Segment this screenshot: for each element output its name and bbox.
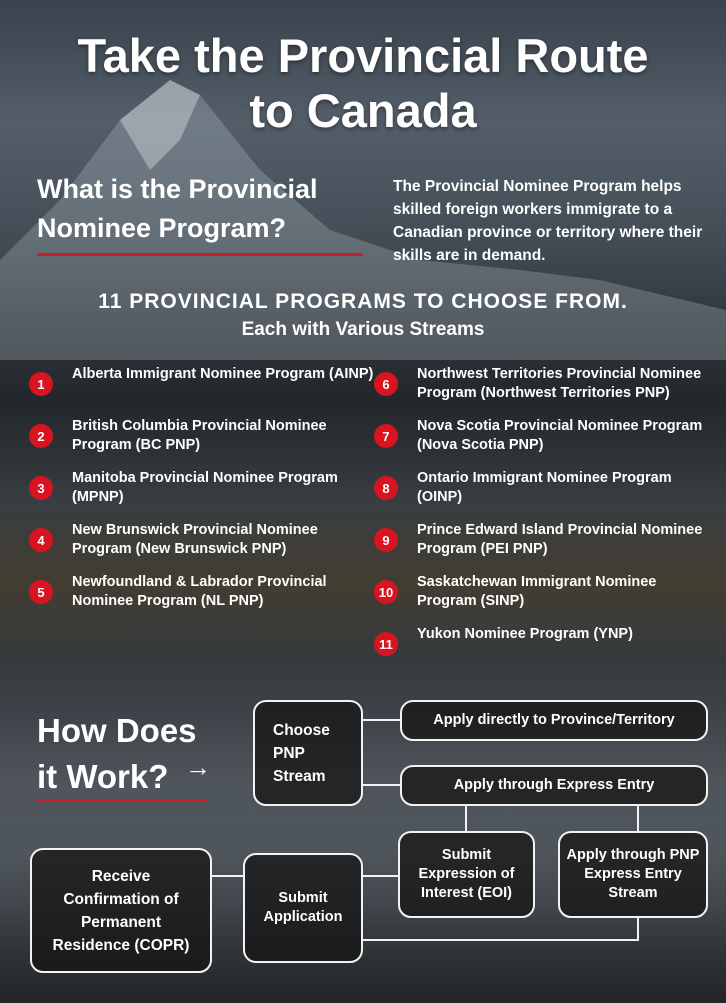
number-badge: 9 — [374, 528, 398, 552]
program-name: British Columbia Provincial Nominee Program (BC PNP) — [72, 418, 327, 453]
step-submit-eoi: Submit Expression of Interest (EOI) — [398, 831, 535, 918]
number-badge: 5 — [29, 580, 53, 604]
intro-question: What is the Provincial Nominee Program? — [37, 174, 318, 243]
arrow-right-icon: → — [185, 752, 211, 782]
programs-heading: 11 PROVINCIAL PROGRAMS TO CHOOSE FROM. — [98, 290, 628, 313]
step-apply-express-entry: Apply through Express Entry — [400, 765, 708, 806]
number-badge: 6 — [374, 372, 398, 396]
how-heading: How Does it Work? — [37, 712, 197, 795]
connector-pnp-submit — [362, 917, 638, 940]
intro-answer: The Provincial Nominee Program helps skilled foreign workers immigrate to a Canadian province or territory where their skills are in demand. — [393, 178, 703, 264]
program-name: Yukon Nominee Program (YNP) — [417, 626, 633, 642]
program-name: Prince Edward Island Provincial Nominee Program (PEI PNP) — [417, 522, 703, 557]
step-apply-pnp-express: Apply through PNP Express Entry Stream — [558, 831, 708, 918]
program-name: Manitoba Provincial Nominee Program (MPNP) — [72, 470, 338, 505]
program-name: Nova Scotia Provincial Nominee Program (Nova Scotia PNP) — [417, 418, 703, 453]
step-choose-pnp-stream: Choose PNP Stream — [253, 700, 363, 806]
number-badge: 11 — [374, 632, 398, 656]
step-receive-copr: Receive Confirmation of Permanent Residence (COPR) — [30, 848, 212, 973]
program-name: Saskatchewan Immigrant Nominee Program (SINP) — [417, 574, 657, 609]
number-badge: 2 — [29, 424, 53, 448]
programs-subheading: Each with Various Streams — [241, 319, 485, 340]
number-badge: 10 — [374, 580, 398, 604]
number-badge: 1 — [29, 372, 53, 396]
program-name: Newfoundland & Labrador Provincial Nominee Program (NL PNP) — [72, 574, 327, 609]
page-title: Take the Provincial Route to Canada — [77, 29, 649, 137]
program-name: Northwest Territories Provincial Nominee Program (Northwest Territories PNP) — [417, 366, 702, 401]
step-apply-directly: Apply directly to Province/Territory — [400, 700, 708, 741]
program-name: New Brunswick Provincial Nominee Program (New Brunswick PNP) — [72, 522, 318, 557]
step-submit-application: Submit Application — [243, 853, 363, 963]
program-name: Alberta Immigrant Nominee Program (AINP) — [72, 366, 374, 382]
number-badge: 3 — [29, 476, 53, 500]
program-name: Ontario Immigrant Nominee Program (OINP) — [417, 470, 672, 505]
number-badge: 8 — [374, 476, 398, 500]
number-badge: 4 — [29, 528, 53, 552]
number-badge: 7 — [374, 424, 398, 448]
